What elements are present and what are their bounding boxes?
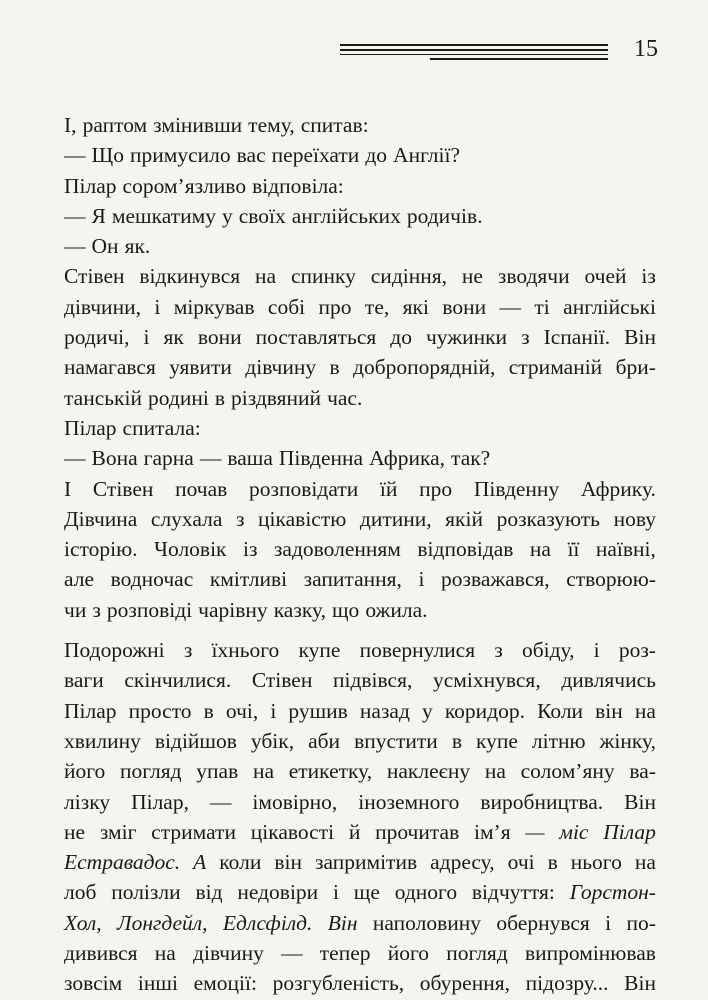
text-line: чи з розповіді чарівну казку, що ожила. [64, 597, 428, 622]
text-line: Стівен відкинувся на спинку сидіння, не зводячи очей із [64, 264, 656, 289]
text-line: хвилину відійшов убік, аби впустити в купе літню жінку, [64, 728, 656, 753]
text-line: Дівчина слухала з цікавістю дитини, якій розказують нову [64, 506, 656, 531]
text-line: — Вона гарна — ваша Південна Африка, так? [64, 446, 491, 471]
text-line: ваги скінчилися. Стівен підвівся, усміхнувся, дивлячись [64, 668, 656, 693]
text-line: але водночас кмітливі запитання, і розважався, створюю- [64, 567, 656, 592]
text-line: Естравадос. А коли він запримітив адресу, очі в нього на [64, 850, 656, 875]
text-line: намагався уявити дівчину в добропорядній, стриманій бри- [64, 355, 656, 380]
text-line: — Що примусило вас переїхати до Англії? [64, 143, 461, 168]
text-line: Пілар сором’язливо відповіла: [64, 173, 344, 198]
text-line: Хол, Лонгдейл, Едлсфілд. Він наполовину обернувся і по- [64, 910, 656, 935]
text-line: дівчини, і міркував собі про те, які вони — ті англійські [64, 294, 656, 319]
text-line: — Он як. [64, 234, 151, 259]
body-text [64, 110, 656, 999]
header-rules [340, 44, 608, 63]
text-line: не зміг стримати цікавості й прочитав ім’я — міс Пілар [64, 819, 656, 844]
text-line: зовсім інші емоції: розгубленість, обурення, підозру... Він [64, 971, 656, 996]
text-line: родичі, і як вони поставляться до чужинки з Іспанії. Він [64, 325, 656, 350]
page-number: 15 [634, 36, 658, 62]
text-line: І, раптом змінивши тему, спитав: [64, 113, 369, 137]
text-line: лоб полізли від недовіри і ще одного відчуття: Горстон- [64, 880, 656, 905]
text-line: — Я мешкатиму у своїх англійських родичів. [64, 203, 483, 228]
text-line: танській родині в різдвяний час. [64, 385, 363, 410]
page-header [340, 38, 658, 68]
text-line: І Стівен почав розповідати їй про Південну Африку. [64, 476, 656, 501]
text-line: дивився на дівчину — тепер його погляд випромінював [64, 941, 656, 966]
text-line: історію. Чоловік із задоволенням відповідав на її наївні, [64, 537, 656, 562]
text-line: Подорожні з їхнього купе повернулися з обіду, і роз- [64, 638, 656, 663]
text-line: лізку Пілар, — імовірно, іноземного виробництва. Він [64, 789, 656, 814]
text-line: Пілар спитала: [64, 415, 201, 440]
text-line: його погляд упав на етикетку, наклеєну на солом’яну ва- [64, 759, 656, 784]
text-line: Пілар просто в очі, і рушив назад у коридор. Коли він на [64, 698, 656, 723]
